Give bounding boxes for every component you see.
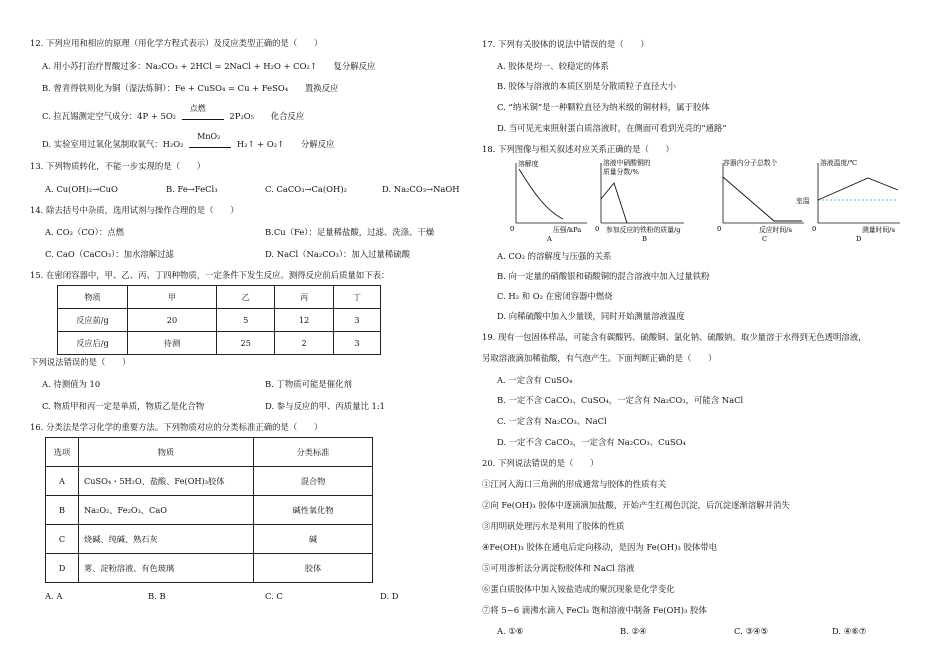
q15-header-cell: 甲 — [128, 286, 217, 309]
q16-cell: B — [46, 496, 79, 525]
q20-item: ③用明矾处理污水是利用了胶体的性质 — [482, 521, 625, 531]
q18-option-d: D. 向稀硫酸中加入少量镁，同时开始测量溶液温度 — [497, 311, 685, 321]
q12-d-arrow — [189, 131, 231, 148]
q15-header-cell: 丙 — [275, 286, 333, 309]
q19-option-a: A. 一定含有 CuSO₄ — [497, 375, 573, 385]
q12-option-d — [42, 131, 335, 150]
q15-row — [58, 309, 381, 332]
q15-table — [57, 285, 381, 355]
q16-stem: 16. 分类法是学习化学的重要方法。下列物质对应的分类标准正确的是（ ） — [30, 422, 323, 432]
q20-option-b: B. ②④ — [620, 626, 647, 636]
q16-option-c: C. C — [265, 591, 283, 601]
q16-cell: 碱性氧化物 — [254, 496, 373, 525]
q15-header-cell: 乙 — [216, 286, 274, 309]
q14-option-a: A. CO₂（CO）：点燃 — [45, 227, 124, 237]
xlabel: 测量时间/s — [862, 226, 895, 234]
origin-label: 0 — [510, 225, 515, 233]
q17-stem: 17. 下列有关胶体的说法中错误的是（ ） — [482, 39, 649, 49]
q15-option-d: D. 参与反应的甲、丙质量比 1:1 — [265, 401, 386, 411]
q18-chart-b — [592, 155, 720, 243]
mass-fraction-line — [601, 183, 627, 223]
origin-label: 0 — [812, 225, 817, 233]
q12-c-left: C. 拉瓦锡测定空气成分：4P + 5O₂ — [42, 111, 177, 121]
q16-cell: 雾、淀粉溶液、有色玻璃 — [79, 554, 254, 583]
q18-option-c: C. H₂ 和 O₂ 在密闭容器中燃烧 — [497, 291, 613, 301]
q14-option-b: B.Cu（Fe）：足量稀盐酸，过滤、洗涤、干燥 — [265, 227, 435, 237]
q13-stem: 13. 下列物质转化，不能一步实现的是（ ） — [30, 161, 206, 171]
q16-row — [46, 525, 373, 554]
q14-stem: 14. 除去括号中杂质，选用试剂与操作合理的是（ ） — [30, 205, 239, 215]
q15-cell: 20 — [128, 309, 217, 332]
q15-header-cell: 丁 — [333, 286, 380, 309]
q20-option-a: A. ①⑥ — [497, 626, 524, 636]
q15-option-b: B. 丁物质可能是催化剂 — [265, 379, 352, 389]
q20-item: ④Fe(OH)₃ 胶体在通电后定向移动，是因为 Fe(OH)₃ 胶体带电 — [482, 542, 717, 552]
q12-c-condition: 点燃 — [189, 103, 206, 113]
q15-cell: 5 — [216, 309, 274, 332]
q16-option-b: B. B — [148, 591, 166, 601]
q12-c-right: 2P₂O₅ 化合反应 — [229, 111, 305, 121]
q17-option-c: C. “纳米铜”是一种颗粒直径为纳米级的铜材料，属于胶体 — [497, 102, 710, 112]
q18-option-a: A. CO₂ 的溶解度与压强的关系 — [497, 251, 612, 261]
q19-option-c: C. 一定含有 Na₂CO₃、NaCl — [497, 416, 607, 426]
q16-header-row — [46, 438, 373, 467]
q16-header-cell: 物质 — [79, 438, 254, 467]
room-temp-label: 室温 — [796, 197, 810, 205]
q18-chart-d — [792, 155, 904, 243]
q20-option-d: D. ④⑥⑦ — [832, 626, 867, 636]
q16-cell: 烧碱、纯碱、熟石灰 — [79, 525, 254, 554]
q16-row — [46, 496, 373, 525]
q19-stem-line2: 另取溶液滴加稀盐酸，有气泡产生。下面判断正确的是（ ） — [482, 353, 717, 363]
ylabel: 溶解度 — [518, 160, 539, 168]
q18-chart-a — [507, 155, 600, 243]
q16-cell: A — [46, 467, 79, 496]
q17-option-a: A. 胶体是均一、较稳定的体系 — [497, 61, 609, 71]
q15-cell: 2 — [275, 332, 333, 355]
q20-item: ①江河入海口三角洲的形成通常与胶体的性质有关 — [482, 479, 667, 489]
xlabel: 反应时间/s — [759, 226, 792, 234]
q14-option-d: D. NaCl（Na₂CO₃）：加入过量稀硫酸 — [265, 249, 411, 259]
q12-d-left: D. 实验室用过氧化氢制取氧气：H₂O₂ — [42, 139, 184, 149]
q16-cell: CuSO₄・5H₂O、盐酸、Fe(OH)₃胶体 — [79, 467, 254, 496]
q16-cell: D — [46, 554, 79, 583]
q20-item: ⑦将 5~6 滴沸水滴入 FeCl₃ 饱和溶液中制备 Fe(OH)₃ 胶体 — [482, 605, 707, 615]
origin-label: 0 — [717, 225, 722, 233]
q16-header-cell: 分类标准 — [254, 438, 373, 467]
temperature-line — [818, 178, 898, 200]
q16-option-a: A. A — [45, 591, 63, 601]
q16-row — [46, 554, 373, 583]
q12-option-a: A. 用小苏打治疗胃酸过多：Na₂CO₃ + 2HCl = 2NaCl + H₂O + CO₂↑ 复分解反应 — [42, 61, 376, 71]
q14-option-c: C. CaO（CaCO₃）：加水溶解过滤 — [45, 249, 174, 259]
q16-header-cell: 选项 — [46, 438, 79, 467]
q19-option-b: B. 一定不含 CaCO₃、CuSO₄，一定含有 Na₂CO₃，可能含 NaCl — [497, 395, 744, 405]
q13-option-a: A. Cu(OH)₂→CuO — [45, 184, 118, 194]
q15-option-c: C. 物质甲和丙一定是单质，物质乙是化合物 — [42, 401, 205, 411]
q15-cell: 3 — [333, 309, 380, 332]
xlabel: 参加反应的铁粉的质量/g — [606, 226, 681, 234]
q12-stem: 12. 下列应用和相应的原理（用化学方程式表示）及反应类型正确的是（ ） — [30, 38, 323, 48]
q12-d-condition: MnO₂ — [197, 131, 221, 141]
q12-d-right: H₂↑ + O₂↑ 分解反应 — [236, 139, 335, 149]
q16-cell: Na₂O₂、Fe₂O₃、CaO — [79, 496, 254, 525]
q19-stem-line1: 19. 现有一包固体样品，可能含有碳酸钙、硫酸铜、氯化钠、硫酸钠。取少量溶于水得到无色透明溶液， — [482, 332, 867, 342]
origin-label: 0 — [595, 225, 600, 233]
q18-stem: 18. 下列图像与相关叙述对应关系正确的是（ ） — [482, 144, 674, 154]
q15-cell: 反应前/g — [58, 309, 128, 332]
q16-cell: 碱 — [254, 525, 373, 554]
q15-cell: 3 — [333, 332, 380, 355]
chart-letter: D — [856, 235, 862, 243]
chart-letter: A — [547, 235, 552, 243]
q16-cell: 混合物 — [254, 467, 373, 496]
q15-cell: 12 — [275, 309, 333, 332]
molecule-count-line — [723, 177, 802, 221]
ylabel: 容器内分子总数个 — [723, 159, 778, 167]
q16-cell: C — [46, 525, 79, 554]
xlabel: 压强/kPa — [553, 226, 582, 234]
q20-option-c: C. ③④⑤ — [734, 626, 768, 636]
q15-cell: 25 — [216, 332, 274, 355]
q16-table — [45, 437, 373, 583]
q15-header-cell: 物质 — [58, 286, 128, 309]
q13-option-d: D. Na₂CO₃→NaOH — [382, 184, 460, 194]
q20-item: ⑤可用渗析法分离淀粉胶体和 NaCl 溶液 — [482, 563, 635, 573]
q15-stem: 15. 在密闭容器中，甲、乙、丙、丁四种物质，一定条件下发生反应。测得反应前后质量如下表： — [30, 270, 390, 280]
q20-item: ②向 Fe(OH)₃ 胶体中逐滴滴加盐酸，开始产生红褐色沉淀，后沉淀逐渐溶解并消失 — [482, 500, 790, 510]
q17-option-b: B. 胶体与溶液的本质区别是分散质粒子直径大小 — [497, 81, 676, 91]
q12-option-c — [42, 103, 305, 122]
q12-option-b: B. 曾青得铁则化为铜（湿法炼铜）：Fe + CuSO₄ = Cu + FeSO₄ 置换反应 — [42, 83, 339, 93]
q16-cell: 胶体 — [254, 554, 373, 583]
q16-row — [46, 467, 373, 496]
ylabel-line: 溶液中硝酸铜的 — [603, 159, 651, 167]
q18-option-b: B. 向一定量的硝酸银和硝酸铜的混合溶液中加入过量铁粉 — [497, 271, 710, 281]
q20-item: ⑥蛋白质胶体中加入铵盐造成的聚沉现象是化学变化 — [482, 584, 675, 594]
q15-row — [58, 332, 381, 355]
ylabel-line: 质量分数/% — [603, 168, 639, 176]
ylabel — [603, 158, 651, 176]
q17-option-d: D. 当可见光束照射蛋白质溶液时，在侧面可看到光亮的“通路” — [497, 123, 727, 133]
ylabel: 溶液温度/℃ — [820, 159, 858, 167]
q20-stem: 20. 下列说法错误的是（ ） — [482, 458, 599, 468]
solubility-curve — [519, 169, 563, 219]
q15-option-a: A. 待测值为 10 — [42, 379, 101, 389]
q16-option-d: D. D — [380, 591, 399, 601]
chart-letter: B — [642, 235, 647, 243]
q15-cell: 反应后/g — [58, 332, 128, 355]
q15-prompt: 下列说法错误的是（ ） — [30, 357, 131, 367]
q15-cell: 待测 — [128, 332, 217, 355]
q13-option-b: B. Fe→FeCl₃ — [166, 184, 218, 194]
q13-option-c: C. CaCO₃→Ca(OH)₂ — [265, 184, 347, 194]
q12-c-arrow — [182, 103, 224, 120]
chart-letter: C — [762, 235, 768, 243]
q15-header-row — [58, 286, 381, 309]
q19-option-d: D. 一定不含 CaCO₃，一定含有 Na₂CO₃、CuSO₄ — [497, 437, 686, 447]
